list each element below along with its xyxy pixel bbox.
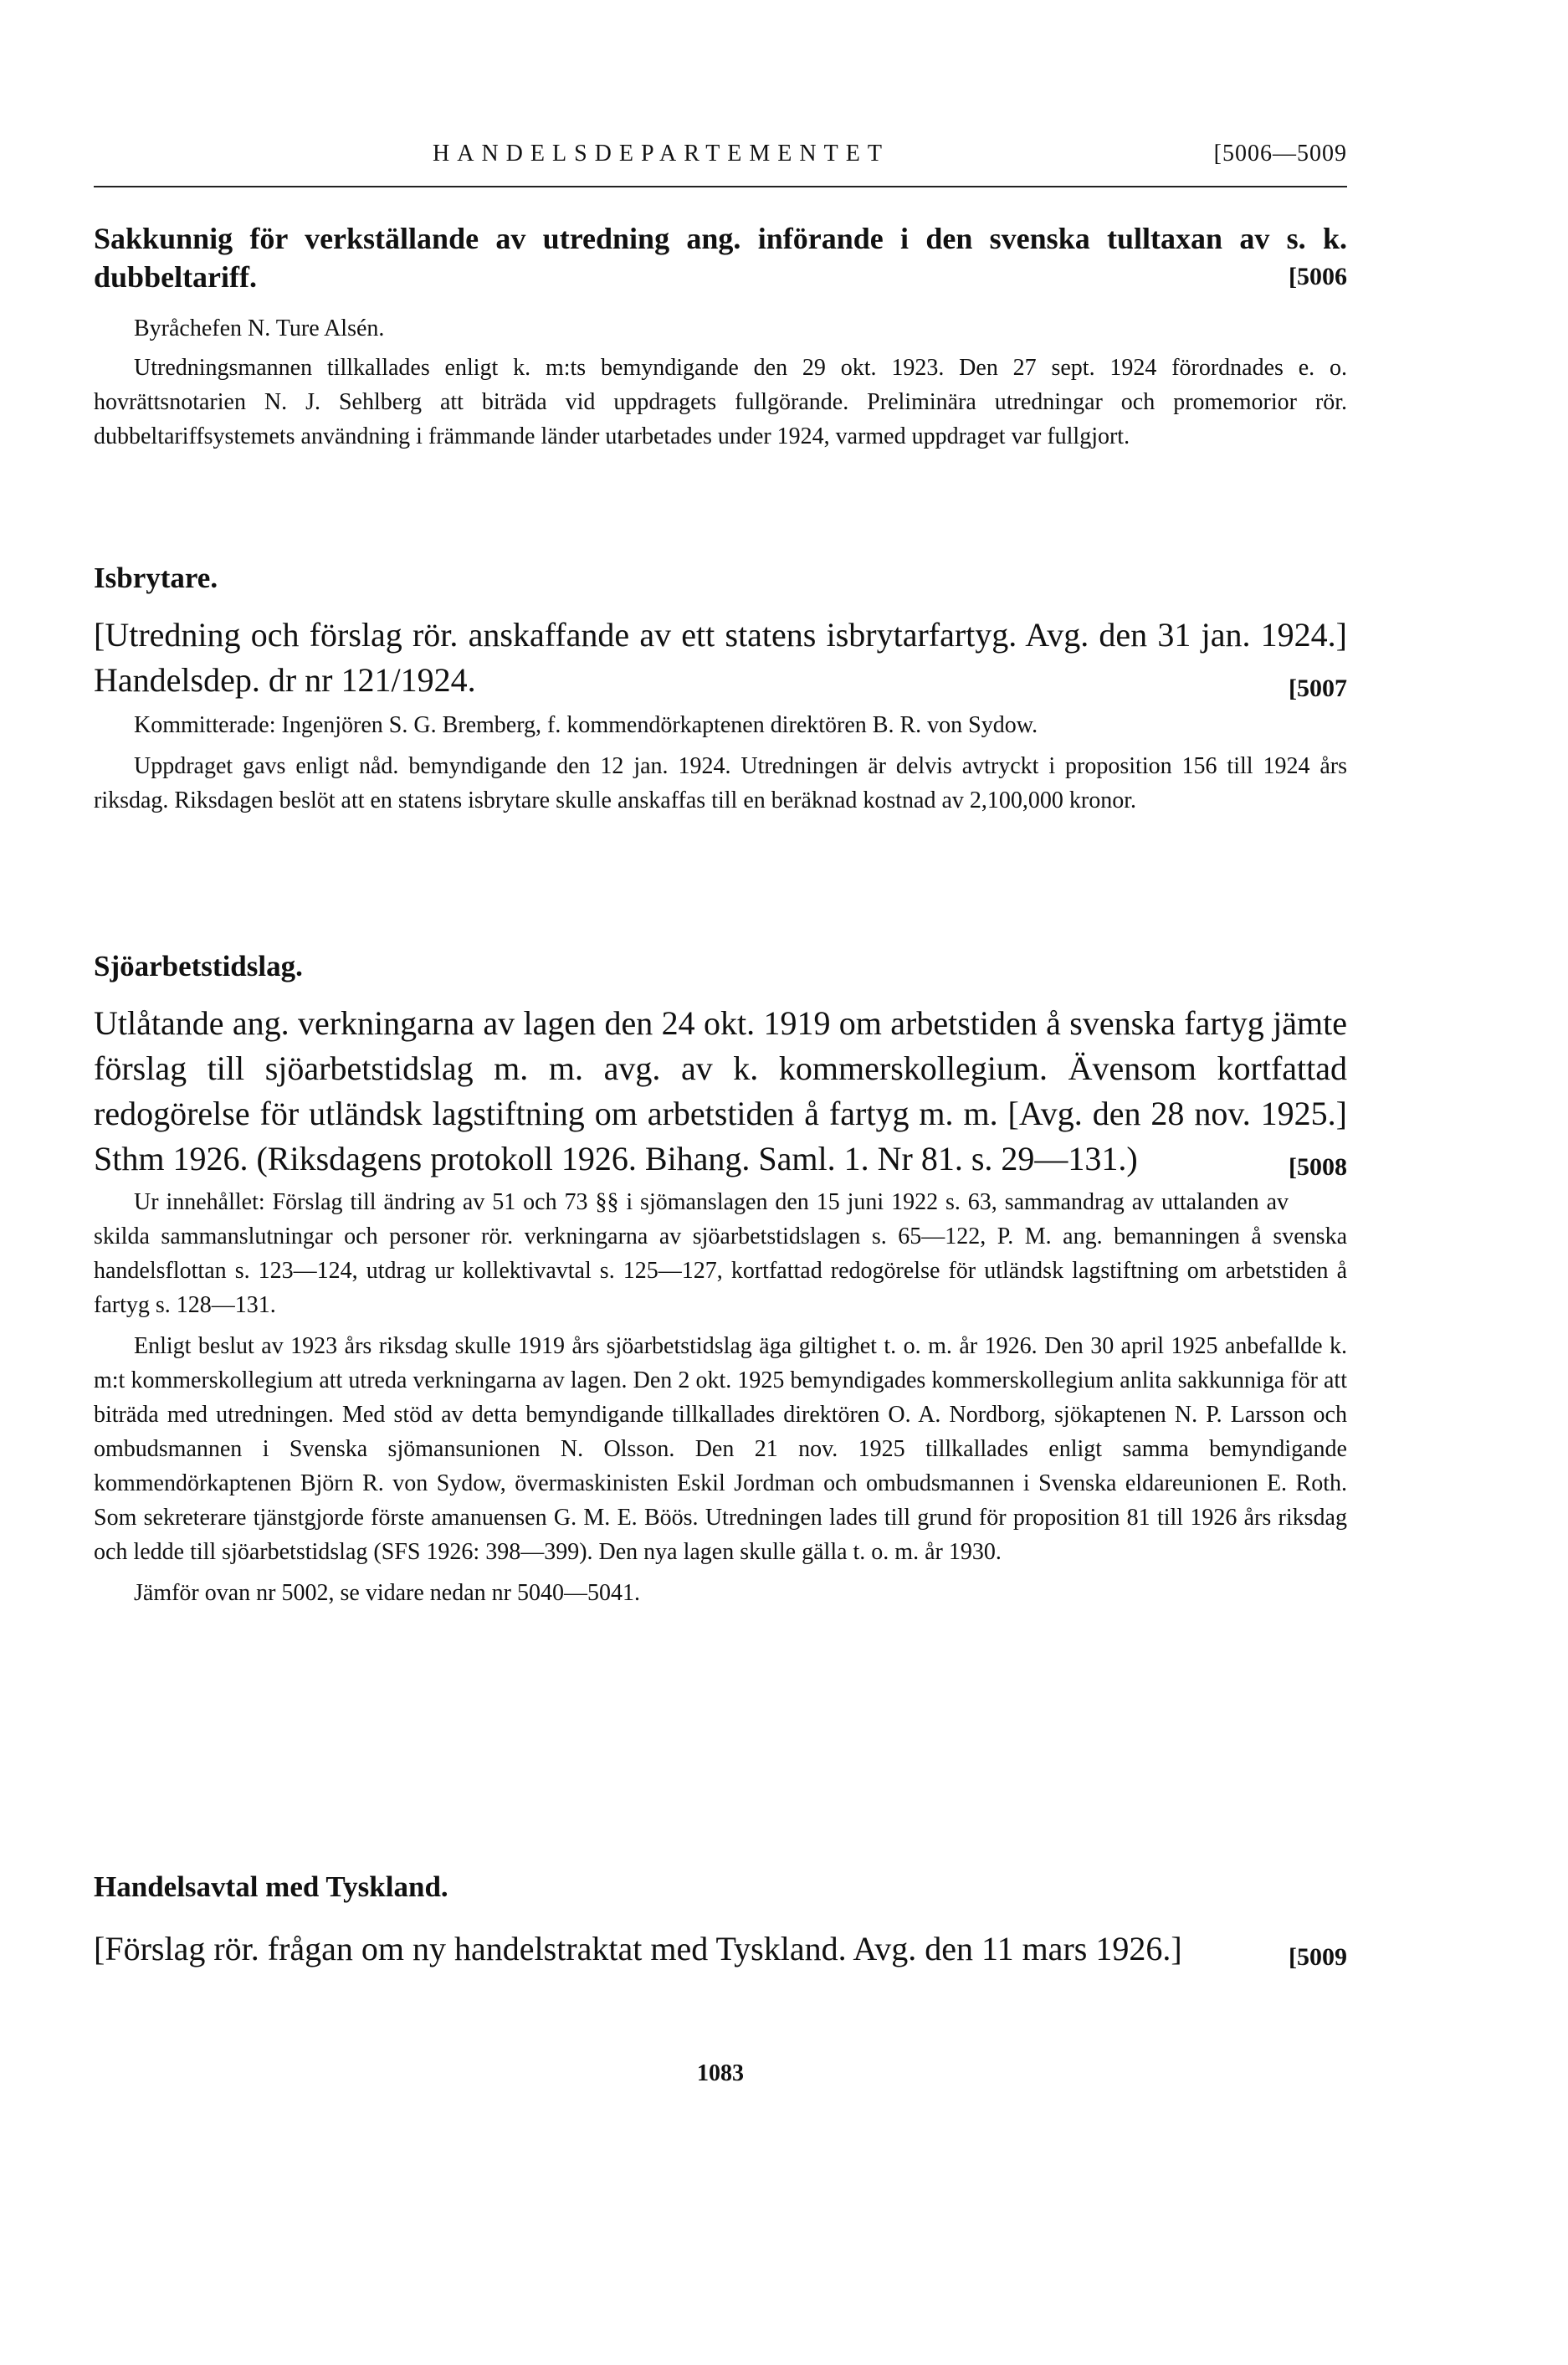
entry-number: [5006 (1289, 263, 1347, 290)
entry-paragraph: Ur innehållet: Förslag till ändring av 51 och 73 §§ i sjömanslagen den 15 juni 1922 s. 63, sammandrag av uttalanden av skilda sammanslutningar och personer rör. verkningarna av sjöarbetstidslagen s. 65—122, P. M. ang. bemanningen å svenska handelsflottan s. 123—124, utdrag ur kollektivavtal s. 125—127, kortfattad redogörelse för utländsk lagstiftning om arbetstiden å fartyg s. 128—131. (94, 1189, 1347, 1318)
entry-paragraph: Jämför ovan nr 5002, se vidare nedan nr 5040—5041. (134, 1580, 640, 1606)
entry-5006 (94, 219, 1347, 454)
entry-title-text: Utlåtande ang. verkningarna av lagen den 24 okt. 1919 om arbetstiden å svenska fartyg jämte förslag till sjöarbetstidslag m. m. avg. av k. kommerskollegium. Ävensom kortfattad redogörelse för utländsk lagstiftning om arbetstiden å fartyg m. m. [Avg. den 28 nov. 1925.] Sthm 1926. (Riksdagens protokoll 1926. Bihang. Saml. 1. Nr 81. s. 29—131.) (94, 1004, 1347, 1177)
entry-title (94, 1001, 1347, 1182)
entry-number: [5007 (1289, 675, 1347, 702)
entry-5009 (94, 1868, 1347, 1980)
entry-number: [5008 (1289, 1153, 1347, 1181)
entry-title (94, 219, 1347, 296)
header-rule (94, 186, 1347, 187)
entry-5008 (94, 947, 1347, 1610)
entry-paragraph: Enligt beslut av 1923 års riksdag skulle 1919 års sjöarbetstidslag äga giltighet t. o. m. år 1926. Den 30 april 1925 anbefallde k. m:t kommerskollegium att utreda verkningarna av lagen. Den 2 okt. 1925 bemyndigades kommerskollegium anlita sakkunniga för att biträda med utredningen. Med stöd av detta bemyndigande tillkallades direktören O. A. Nordborg, sjökaptenen N. P. Larsson och ombudsmannen i Svenska sjömansunionen N. Olsson. Den 21 nov. 1925 tillkallades enligt samma bemyndigande kommendörkaptenen Björn R. von Sydow, övermaskinisten Eskil Jordman och ombudsmannen i Svenska eldareunionen E. Roth. Som sekreterare tjänstgjorde förste amanuensen G. M. E. Böös. Utredningen lades till grund för proposition 81 till 1926 års riksdag och ledde till sjöarbetstidslag (SFS 1926: 398—399). Den nya lagen skulle gälla t. o. m. år 1930. (94, 1333, 1347, 1565)
section-heading: Isbrytare. (94, 562, 218, 594)
entry-paragraph: Kommitterade: Ingenjören S. G. Bremberg, f. kommendörkaptenen direktören B. R. von Sydow. (134, 712, 1038, 738)
section-heading: Handelsavtal med Tyskland. (94, 1870, 448, 1903)
running-head-range: [5006—5009 (1213, 141, 1347, 167)
entry-5007 (94, 559, 1347, 818)
entry-number: [5009 (1289, 1943, 1347, 1971)
entry-title-text: [Förslag rör. frågan om ny handelstraktat med Tyskland. Avg. den 11 mars 1926.] (94, 1930, 1182, 1967)
entry-paragraph: Utredningsmannen tillkallades enligt k. m:ts bemyndigande den 29 okt. 1923. Den 27 sept. 1924 förordnades e. o. hovrättsnotarien N. J. Sehlberg att biträda vid uppdragets fullgörande. Preliminära utredningar och promemorior rör. dubbeltariffsystemets användning i främmande länder utarbetades under 1924, varmed uppdraget var fullgjort. (94, 355, 1347, 449)
entry-title (94, 613, 1347, 703)
entry-paragraph: Uppdraget gavs enligt nåd. bemyndigande den 12 jan. 1924. Utredningen är delvis avtryckt i proposition 156 till 1924 års riksdag. Riksdagen beslöt att en statens isbrytare skulle anskaffas till en beräknad kostnad av 2,100,000 kronor. (94, 753, 1347, 813)
page-number: 1083 (697, 2060, 744, 2086)
section-heading: Sjöarbetstidslag. (94, 950, 303, 982)
entry-title-text: [Utredning och förslag rör. anskaffande av ett statens isbrytarfartyg. Avg. den 31 jan. 1924.] Handelsdep. dr nr 121/1924. (94, 616, 1347, 699)
entry-paragraph: Byråchefen N. Ture Alsén. (134, 316, 385, 341)
running-head-title: HANDELSDEPARTEMENTET (433, 141, 889, 167)
entry-title-text: Sakkunnig för verkställande av utredning ang. införande i den svenska tulltaxan av s. k. dubbeltariff. (94, 222, 1347, 294)
entry-title (94, 1926, 1347, 1972)
running-head (94, 141, 1347, 177)
